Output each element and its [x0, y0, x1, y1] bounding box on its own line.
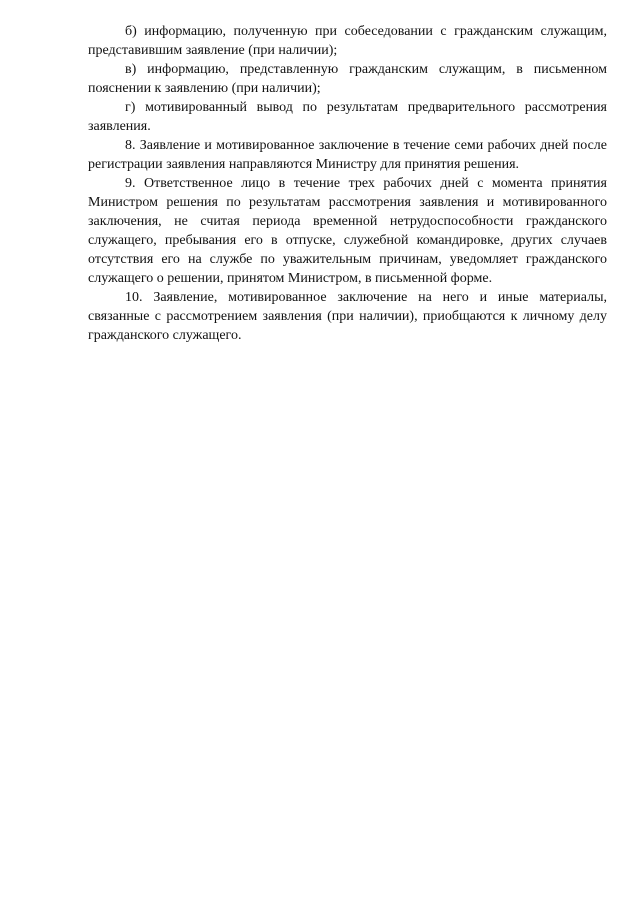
paragraph-8: 8. Заявление и мотивированное заключение в течение семи рабочих дней после регистрации заявления направляются Министру для принятия решения.: [88, 138, 607, 172]
paragraph-item-g: г) мотивированный вывод по результатам предварительного рассмотрения заявления.: [88, 100, 607, 134]
paragraph-9: 9. Ответственное лицо в течение трех рабочих дней с момента принятия Министром решения по результатам рассмотрения заявления и мотивированного заключения, не считая периода временной нетрудоспособности гражданского служащего, пребывания его в отпуске, служебной командировке, других случаев отсутствия его на службе по уважительным причинам, уведомляет гражданского служащего о решении, принятом Министром, в письменной форме.: [88, 176, 607, 286]
paragraph-item-v: в) информацию, представленную гражданским служащим, в письменном пояснении к заявлению (при наличии);: [88, 62, 607, 96]
document-body: [88, 22, 607, 345]
paragraph-10: 10. Заявление, мотивированное заключение на него и иные материалы, связанные с рассмотрением заявления (при наличии), приобщаются к личному делу гражданского служащего.: [88, 290, 607, 343]
paragraph-item-b: б) информацию, полученную при собеседовании с гражданским служащим, представившим заявление (при наличии);: [88, 24, 607, 58]
